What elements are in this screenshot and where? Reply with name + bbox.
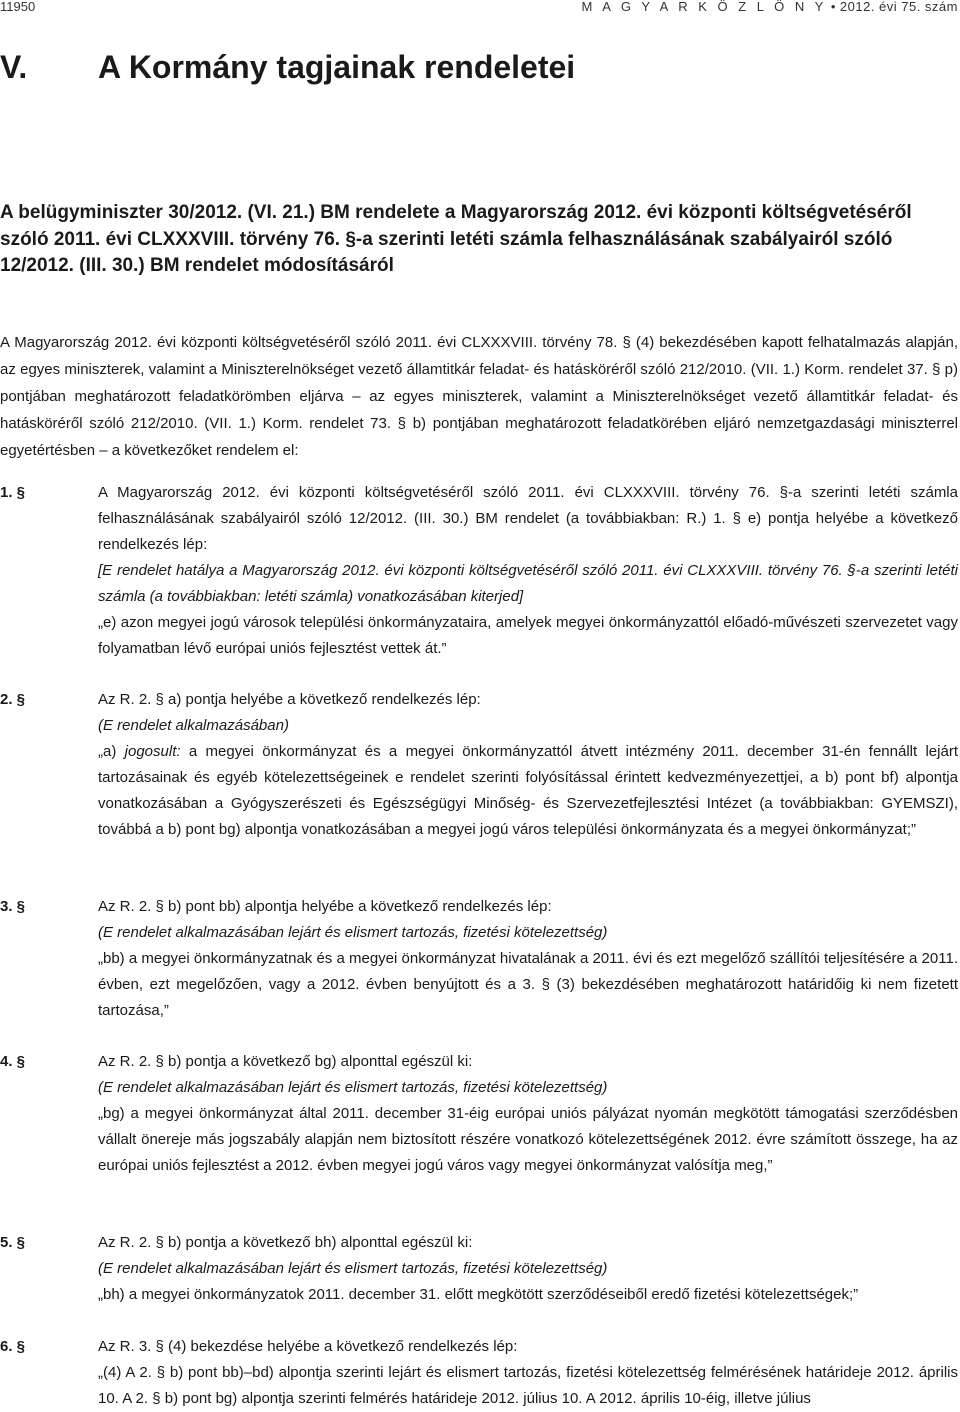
text-prefix: „a) [98,743,125,760]
section-lead: Az R. 2. § b) pontja a következő bg) alponttal egészül ki: [98,1053,473,1070]
chapter-heading [0,48,575,86]
separator-dot: • [830,0,836,14]
section-text: „(4) A 2. § b) pont bb)–bd) alpontja szerinti lejárt és elismert tartozás, fizetési kötelezettség felmérésének határideje 2012. április 10. A 2. § b) pont bg) alpontja szerinti felmérés határideje 2012. július 10. A 2012. április 10-éig, illetve július [98,1364,958,1407]
section-context: (E rendelet alkalmazásában lejárt és elismert tartozás, fizetési kötelezettség) [98,1260,608,1277]
section-4 [0,1049,958,1179]
preamble: A Magyarország 2012. évi központi költségvetéséről szóló 2011. évi CLXXXVIII. törvény 78. § (4) bekezdésében kapott felhatalmazás alapján, az egyes miniszterek, valamint a Miniszterelnökséget vezető államtitkár feladat- és hatásköréről szóló 212/2010. (VII. 1.) Korm. rendelet 37. § p) pontjában meghatározott feladatkörömben eljárva – az egyes miniszterek, valamint a Miniszterelnökséget vezető államtitkár feladat- és hatásköréről szóló 212/2010. (VII. 1.) Korm. rendelet 73. § b) pontjában meghatározott feladatkörében eljáró nemzetgazdasági miniszterrel egyetértésben – a következőket rendelem el: [0,334,958,459]
section-marker: 4. § [0,1053,26,1070]
section-marker: 2. § [0,691,26,708]
section-marker: 6. § [0,1338,26,1355]
journal-name: M A G Y A R K Ö Z L Ö N Y [581,0,827,14]
decree-title: A belügyminiszter 30/2012. (VI. 21.) BM rendelete a Magyarország 2012. évi központi költségvetéséről szóló 2011. évi CLXXXVIII. törvény 76. §-a szerinti letéti számla felhasználásának szabályairól szóló 12/2012. (III. 30.) BM rendelet módosításáról [0,202,912,276]
section-text: „bh) a megyei önkormányzatok 2011. december 31. előtt megkötött szerződéseiből eredő fizetési kötelezettségek;” [98,1286,859,1303]
chapter-title: A Kormány tagjainak rendeletei [98,49,576,85]
section-context: (E rendelet alkalmazásában lejárt és elismert tartozás, fizetési kötelezettség) [98,1079,608,1096]
section-6 [0,1334,958,1412]
section-marker: 1. § [0,484,26,501]
text-body: a megyei önkormányzat és a megyei önkormányzattól átvett intézmény 2011. december 31-én fennállt lejárt tartozásainak és egyéb kötelezettségeinek e rendelet szerinti folyósítással érintett kedvezményezettjei, a b) pont bf) alpontja vonatkozásában a Gyógyszerészeti és Egészségügyi Minőség- és Szervezetfejlesztési Intézet (a továbbiakban: GYEMSZI), továbbá a b) pont bg) alpontja vonatkozásában a megyei jogú város települési önkormányzata és a megyei önkormányzat;” [98,743,958,838]
section-text: „bg) a megyei önkormányzat által 2011. december 31-éig európai uniós pályázat nyomán megkötött támogatási szerződésben vállalt önereje más jogszabály alapján nem biztosított részére vonatkozó kötelezettségének 2012. évre számított összege, ha az európai uniós fejlesztést a 2012. évben megyei jogú város vagy megyei önkormányzat valósítja meg,” [98,1105,958,1174]
running-header [582,0,958,14]
section-3 [0,894,958,1024]
section-text: „e) azon megyei jogú városok települési önkormányzataira, amelyek megyei önkormányzattól előadó-művészeti szervezetet vagy folyamatban lévő európai uniós fejlesztést vettek át.” [98,614,958,657]
section-lead: Az R. 2. § b) pontja a következő bh) alponttal egészül ki: [98,1234,473,1251]
section-marker: 5. § [0,1234,26,1251]
section-context: [E rendelet hatálya a Magyarország 2012. évi központi költségvetéséről szóló 2011. évi CLXXXVIII. törvény 76. §-a szerinti letéti számla (a továbbiakban: letéti számla) vonatkozásában kiterjed] [98,562,958,605]
defined-term: jogosult: [124,743,181,760]
section-lead: Az R. 2. § a) pontja helyébe a következő rendelkezés lép: [98,691,481,708]
section-lead: A Magyarország 2012. évi központi költségvetéséről szóló 2011. évi CLXXXVIII. törvény 76. §-a szerinti letéti számla felhasználásának szabályairól szóló 12/2012. (III. 30.) BM rendelet (a továbbiakban: R.) 1. § e) pontja helyébe a következő rendelkezés lép: [98,484,958,553]
section-context: (E rendelet alkalmazásában lejárt és elismert tartozás, fizetési kötelezettség) [98,924,608,941]
page-number: 11950 [0,0,36,14]
chapter-number: V. [0,49,28,85]
section-context: (E rendelet alkalmazásában) [98,717,289,734]
section-2 [0,687,958,843]
issue-label: 2012. évi 75. szám [839,0,958,14]
section-lead: Az R. 2. § b) pont bb) alpontja helyébe a következő rendelkezés lép: [98,898,552,915]
section-1 [0,480,958,662]
section-marker: 3. § [0,898,26,915]
section-text [98,739,958,843]
section-5 [0,1230,958,1308]
section-lead: Az R. 3. § (4) bekezdése helyébe a következő rendelkezés lép: [98,1338,518,1355]
section-text: „bb) a megyei önkormányzatnak és a megyei önkormányzat hivatalának a 2011. évi és ezt megelőző szállítói teljesítésére a 2011. évben, ezt megelőzően, vagy a 2012. évben benyújtott és a 3. § (3) bekezdésében meghatározott határidőig ki nem fizetett tartozása,” [98,950,958,1019]
page-header [0,0,960,14]
